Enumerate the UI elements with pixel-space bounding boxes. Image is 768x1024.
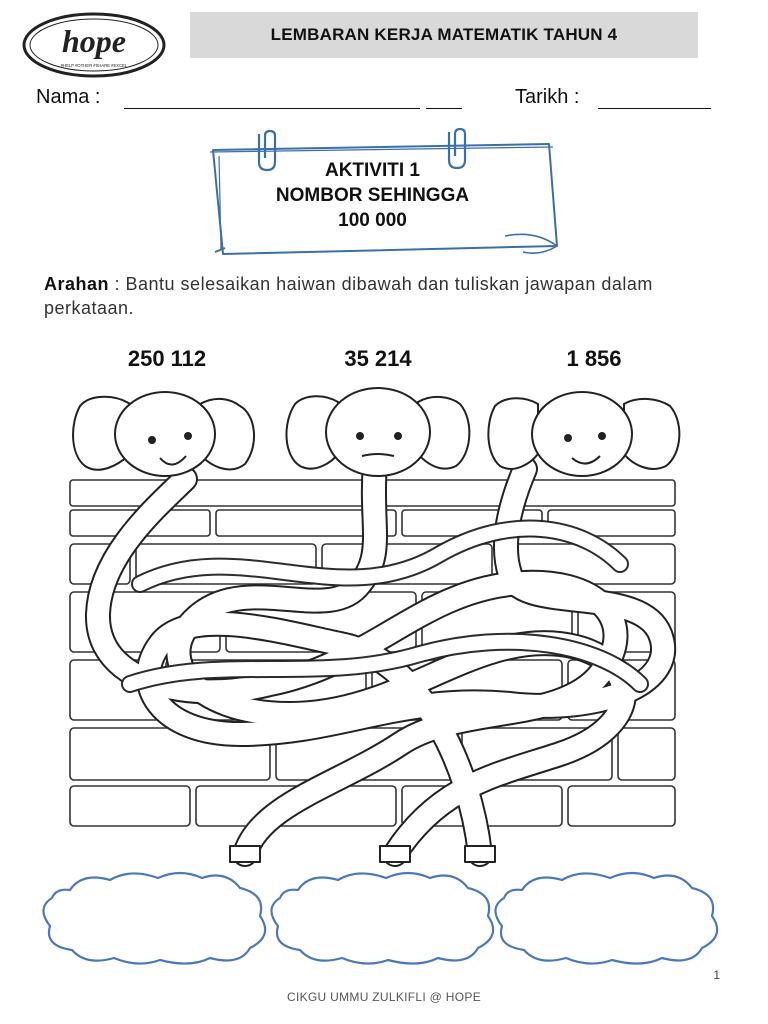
number-3: 1 856 (566, 346, 622, 371)
page-title: LEMBARAN KERJA MATEMATIK TAHUN 4 (270, 25, 618, 44)
page-number: 1 (713, 968, 720, 982)
activity-line-3: 100 000 (338, 210, 407, 231)
answer-cloud-3 (495, 873, 717, 964)
hope-logo (22, 12, 167, 78)
instruction-text: : Bantu selesaikan haiwan dibawah dan tuliskan jawapan dalam perkataan. (44, 274, 653, 318)
elephant-head-2 (286, 388, 469, 476)
activity-line-2: NOMBOR SEHINGGA (275, 185, 470, 206)
name-input-line[interactable] (124, 108, 420, 109)
instruction (44, 272, 734, 320)
date-label: Tarikh : (515, 86, 580, 108)
elephant-head-1 (73, 392, 254, 476)
answer-cloud-2 (271, 873, 493, 964)
name-label: Nama : (36, 86, 101, 108)
instruction-label: Arahan (44, 274, 110, 294)
elephant-maze-illustration (40, 384, 740, 884)
activity-title (230, 158, 515, 233)
footer-credit: CIKGU UMMU ZULKIFLI @ HOPE (287, 990, 481, 1004)
answer-clouds (30, 868, 740, 968)
elephant-head-3 (488, 392, 679, 476)
date-input-line[interactable] (598, 108, 711, 109)
number-2: 35 214 (344, 346, 412, 371)
logo-tagline: #HELP #OTHER #SHARE #EXCEL (60, 63, 128, 68)
number-1: 250 112 (127, 346, 207, 371)
name-input-line-extra[interactable] (426, 108, 462, 109)
activity-line-1: AKTIVITI 1 (324, 160, 420, 181)
answer-cloud-1 (43, 873, 265, 964)
header-bar (190, 12, 698, 58)
logo-text: hope (62, 23, 126, 59)
